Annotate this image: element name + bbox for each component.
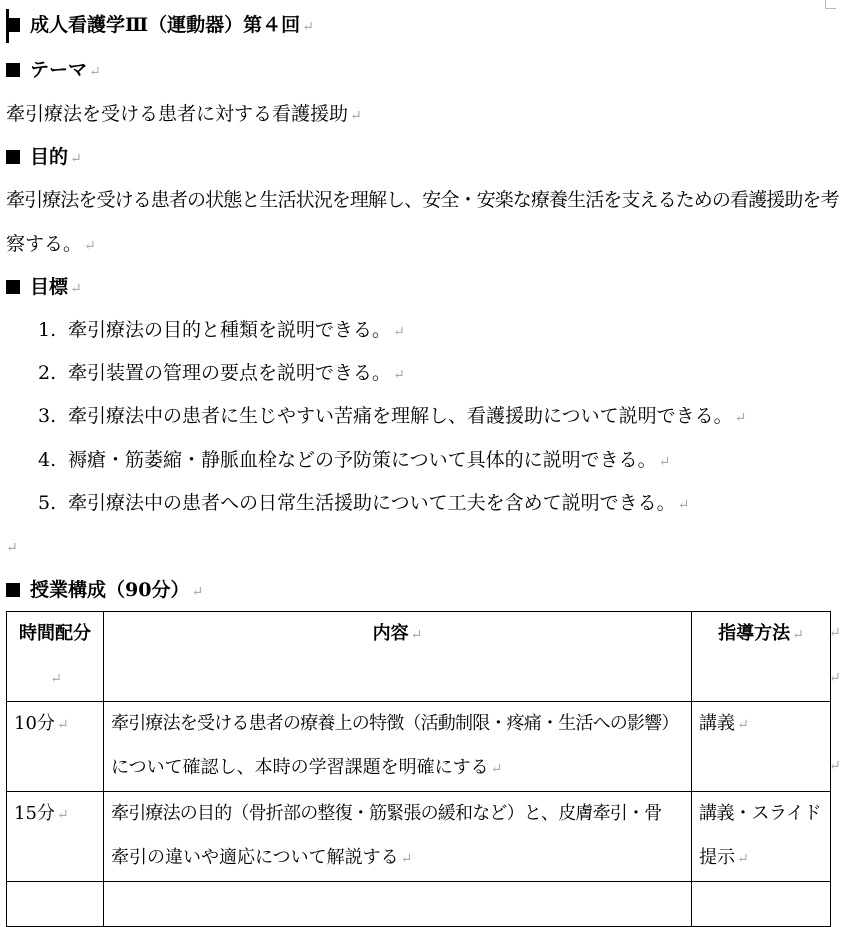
document-title[interactable]	[6, 12, 314, 40]
paragraph-mark-icon: ↵	[70, 281, 82, 297]
paragraph-mark-icon: ↵	[302, 19, 314, 35]
cell-content-line: について確認し、本時の学習課題を明確にする ↵	[111, 757, 503, 778]
structure-heading-text: 授業構成（90分）	[30, 579, 190, 601]
cell-method[interactable]	[692, 792, 831, 882]
goal-item-4[interactable]	[38, 447, 670, 475]
cell-method[interactable]: 講義 ↵	[692, 702, 831, 792]
square-bullet-icon	[6, 18, 20, 32]
paragraph-mark-icon: ↵	[734, 410, 747, 426]
cell-time[interactable]: 10分 ↵	[7, 702, 104, 792]
theme-heading-text: テーマ	[30, 59, 88, 81]
title-text: 成人看護学Ⅲ（運動器）第４回	[30, 14, 301, 36]
header-cell-method[interactable]: 指導方法 ↵	[692, 612, 831, 702]
goal-text: 牽引療法中の患者に生じやすい苦痛を理解し、看護援助について説明できる。	[68, 405, 733, 427]
goal-number: 5.	[38, 492, 57, 514]
table-row	[7, 882, 831, 927]
cell-content[interactable]	[104, 882, 692, 927]
paragraph-mark-icon: ↵	[70, 151, 82, 167]
table-row	[7, 702, 831, 792]
purpose-text-content-1: 牽引療法を受ける患者の状態と生活状況を理解し、安全・安楽な療養生活を支えるための看護援助を考	[6, 189, 839, 211]
page-corner-mark	[825, 0, 836, 9]
goal-number: 1.	[38, 319, 57, 341]
theme-heading[interactable]	[6, 57, 101, 85]
goal-number: 2.	[38, 362, 57, 384]
goals-heading[interactable]	[6, 274, 82, 302]
cell-method-line: 講義・スライド	[699, 803, 821, 824]
table-row	[7, 792, 831, 882]
paragraph-mark-icon: ↵	[677, 497, 690, 513]
goal-item-5[interactable]	[38, 490, 689, 518]
cell-time[interactable]	[7, 882, 104, 927]
header-cell-content[interactable]: 内容 ↵	[104, 612, 692, 702]
paragraph-mark-icon: ↵	[393, 324, 405, 340]
goal-text: 褥瘡・筋萎縮・静脈血栓などの予防策について具体的に説明できる。	[68, 449, 657, 471]
paragraph-mark-icon: ↵	[84, 238, 96, 254]
header-cell-time[interactable]: 時間配分↵	[7, 612, 104, 702]
table-header-row	[7, 612, 831, 702]
cell-content-line: 牽引療法を受ける患者の療養上の特徴（活動制限・疼痛・生活への影響）	[111, 713, 679, 734]
purpose-text-line1[interactable]	[6, 187, 839, 213]
goal-text: 牽引療法の目的と種類を説明できる。	[68, 319, 392, 341]
row-end-mark-icon: ↵	[829, 670, 841, 686]
square-bullet-icon	[6, 280, 20, 294]
theme-text-content: 牽引療法を受ける患者に対する看護援助	[6, 103, 349, 125]
structure-heading[interactable]	[6, 577, 203, 605]
row-end-mark-icon: ↵	[829, 625, 841, 641]
cell-method-line: 提示 ↵	[699, 847, 749, 868]
cell-time[interactable]: 15分 ↵	[7, 792, 104, 882]
paragraph-mark-icon: ↵	[89, 64, 101, 80]
row-end-mark-icon: ↵	[829, 758, 841, 774]
goal-item-3[interactable]	[38, 403, 746, 431]
paragraph-mark-icon: ↵	[658, 454, 671, 470]
goal-text: 牽引装置の管理の要点を説明できる。	[68, 362, 392, 384]
cell-content[interactable]	[104, 792, 692, 882]
theme-text[interactable]	[6, 101, 362, 129]
goals-heading-text: 目標	[30, 276, 69, 298]
goal-item-1[interactable]	[38, 317, 405, 345]
cell-content[interactable]	[104, 702, 692, 792]
lesson-structure-table	[6, 611, 831, 927]
empty-paragraph[interactable]	[6, 533, 18, 561]
goal-number: 3.	[38, 405, 57, 427]
cell-method[interactable]	[692, 882, 831, 927]
paragraph-mark-icon: ↵	[393, 367, 405, 383]
purpose-heading-text: 目的	[30, 146, 69, 168]
cell-content-line: 牽引療法の目的（骨折部の整復・筋緊張の緩和など）と、皮膚牽引・骨	[111, 803, 662, 824]
goal-text: 牽引療法中の患者への日常生活援助について工夫を含めて説明できる。	[68, 492, 676, 514]
goal-item-2[interactable]	[38, 360, 405, 388]
cell-content-line: 牽引の違いや適応について解説する ↵	[111, 847, 413, 868]
purpose-heading[interactable]	[6, 144, 82, 172]
square-bullet-icon	[6, 583, 20, 597]
paragraph-mark-icon: ↵	[6, 540, 18, 556]
paragraph-mark-icon: ↵	[191, 584, 204, 600]
goal-number: 4.	[38, 449, 57, 471]
square-bullet-icon	[6, 150, 20, 164]
purpose-text-line2[interactable]	[6, 231, 96, 259]
paragraph-mark-icon: ↵	[350, 108, 362, 124]
square-bullet-icon	[6, 63, 20, 77]
purpose-text-content-2: 察する。	[6, 233, 83, 255]
